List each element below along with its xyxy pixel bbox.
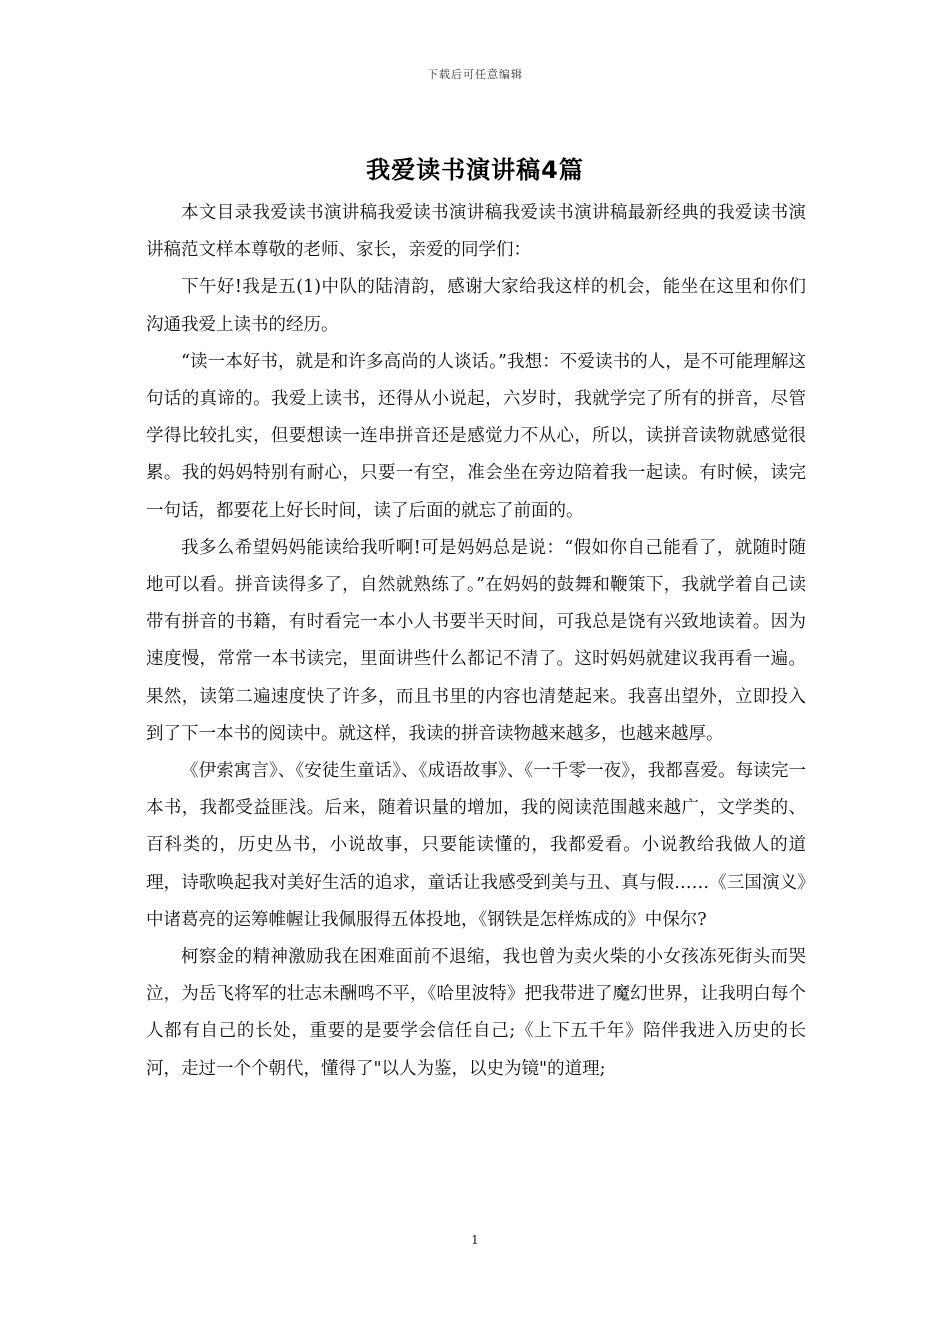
- paragraph: 我多么希望妈妈能读给我听啊!可是妈妈总是说：“假如你自己能看了，就随时随地可以看。拼音读得多了，自然就熟练了。”在妈妈的鼓舞和鞭策下，我就学着自己读带有拼音的书籍，有时看完一本小人书要半天时间，可我总是饶有兴致地读着。因为速度慢，常常一本书读完，里面讲些什么都记不清了。这时妈妈就建议我再看一遍。果然，读第二遍速度快了许多，而且书里的内容也清楚起来。我喜出望外，立即投入到了下一本书的阅读中。就这样，我读的拼音读物越来越多，也越来越厚。: [146, 537, 806, 744]
- paragraph: 柯察金的精神激励我在困难面前不退缩，我也曾为卖火柴的小女孩冻死街头而哭泣，为岳飞将军的壮志未酬鸣不平，《哈里波特》把我带进了魔幻世界，让我明白每个人都有自己的长处，重要的是要学会信任自己;《上下五千年》陪伴我进入历史的长河，走过一个个朝代，懂得了"以人为鉴，以史为镜"的道理;: [146, 947, 806, 1079]
- header-note: 下载后可任意编辑: [427, 68, 523, 81]
- paragraph: 《伊索寓言》、《安徒生童话》、《成语故事》、《一千零一夜》，我都喜爱。每读完一本书，我都受益匪浅。后来，随着识量的增加，我的阅读范围越来越广，文学类的、百科类的，历史丛书，小说故事，只要能读懂的，我都爱看。小说教给我做人的道理，诗歌唤起我对美好生活的追求，童话让我感受到美与丑、真与假……《三国演义》中诸葛亮的运筹帷幄让我佩服得五体投地，《钢铁是怎样炼成的》中保尔?: [146, 761, 806, 930]
- document-title: 我爱读书演讲稿4篇: [366, 156, 584, 184]
- paragraph: “读一本好书，就是和许多高尚的人谈话。”我想：不爱读书的人，是不可能理解这句话的真谛的。我爱上读书，还得从小说起，六岁时，我就学完了所有的拼音，尽管学得比较扎实，但要想读一连串拼音还是感觉力不从心，所以，读拼音读物就感觉很累。我的妈妈特别有耐心，只要一有空，准会坐在旁边陪着我一起读。有时候，读完一句话，都要花上好长时间，读了后面的就忘了前面的。: [146, 351, 806, 521]
- page-number: 1: [471, 1233, 479, 1247]
- document-body: [146, 195, 806, 1088]
- paragraph: 本文目录我爱读书演讲稿我爱读书演讲稿我爱读书演讲稿最新经典的我爱读书演讲稿范文样本尊敬的老师、家长，亲爱的同学们：: [146, 203, 806, 261]
- paragraph: 下午好!我是五(1)中队的陆清韵，感谢大家给我这样的机会，能坐在这里和你们沟通我爱上读书的经历。: [146, 277, 806, 335]
